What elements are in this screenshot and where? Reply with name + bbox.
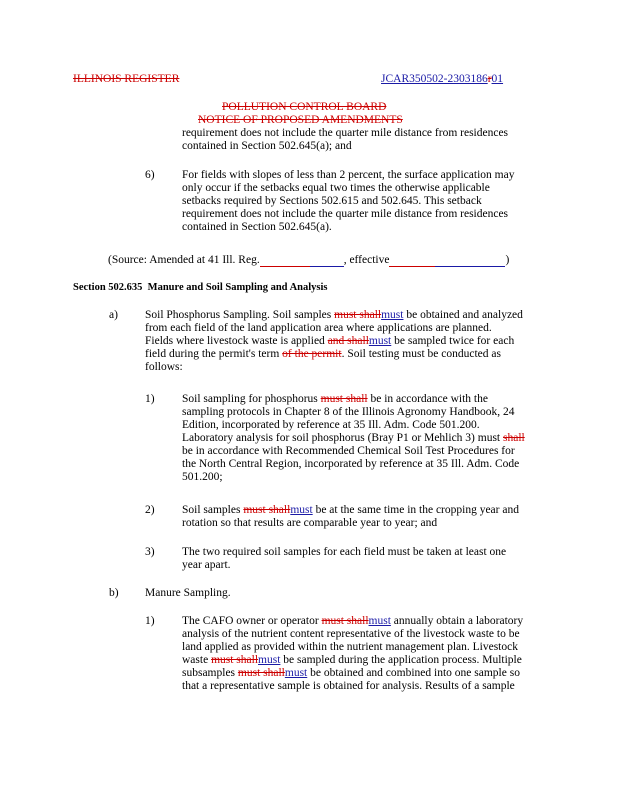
item-a1-number: 1) — [145, 393, 155, 405]
subsection-b-label: b) — [109, 587, 119, 599]
notice-title: NOTICE OF PROPOSED AMENDMENTS — [198, 114, 403, 126]
register-title: ILLINOIS REGISTER — [73, 73, 180, 85]
item-a2-text: Soil samples must shallmust be at the same time in the cropping year and rotation so that results are comparable year to year; and — [182, 504, 519, 529]
effective-blank-inserted — [435, 254, 505, 267]
item-6-number: 6) — [145, 169, 155, 181]
section-heading: Section 502.635 Manure and Soil Sampling and Analysis — [73, 282, 328, 293]
jcar-number: JCAR350502-2303186r01 — [381, 73, 504, 85]
subsection-a-text: Soil Phosphorus Sampling. Soil samples must shallmust be obtained and analyzed from each field of the land application area where applications are planned. Fields where livestock waste is applied and shallmust be sampled twice for each field during the permit's term of the permit. Soil testing must be conducted as follows: — [145, 309, 523, 373]
continuation-text: requirement does not include the quarter mile distance from residences contained in Section 502.645(a); and — [182, 127, 509, 152]
subsection-b-title: Manure Sampling. — [145, 587, 231, 599]
reg-page-blank-deleted — [260, 254, 310, 267]
subsection-a-label: a) — [109, 309, 118, 321]
effective-blank-deleted — [389, 254, 435, 267]
board-name: POLLUTION CONTROL BOARD — [222, 101, 387, 113]
item-a2-number: 2) — [145, 504, 155, 516]
item-b1-text: The CAFO owner or operator must shallmust annually obtain a laboratory analysis of the nutrient content representative of the livestock waste to be land applied as provided within the nutrient management plan. Livestock waste must shallmust be sampled during the application process. Multiple subsamples must shallmust be obtained and combined into one sample so that a representative sample is obtained for analysis. Results of a sample — [182, 615, 524, 692]
item-a3-number: 3) — [145, 546, 155, 558]
item-b1-number: 1) — [145, 615, 155, 627]
item-6-text: For fields with slopes of less than 2 percent, the surface application may only occur if the setbacks equal two times the otherwise applicable setbacks required by Sections 502.615 and 502.645. This setback requirement does not include the quarter mile distance from residences contained in Section 502.645(a). — [182, 169, 515, 233]
item-a1-text: Soil sampling for phosphorus must shall be in accordance with the sampling protocols in Chapter 8 of the Illinois Agronomy Handbook, 24 Edition, incorporated by reference at 35 Ill. Adm. Code 501.200. Laboratory analysis for soil phosphorus (Bray P1 or Mehlich 3) must shall be in accordance with Recommended Chemical Soil Test Procedures for the North Central Region, incorporated by reference at 35 Ill. Adm. Code 501.200; — [182, 393, 525, 483]
reg-page-blank-inserted — [310, 254, 344, 267]
source-note: (Source: Amended at 41 Ill. Reg. , effective ) — [108, 254, 510, 266]
item-a3-text: The two required soil samples for each field must be taken at least one year apart. — [182, 546, 507, 571]
